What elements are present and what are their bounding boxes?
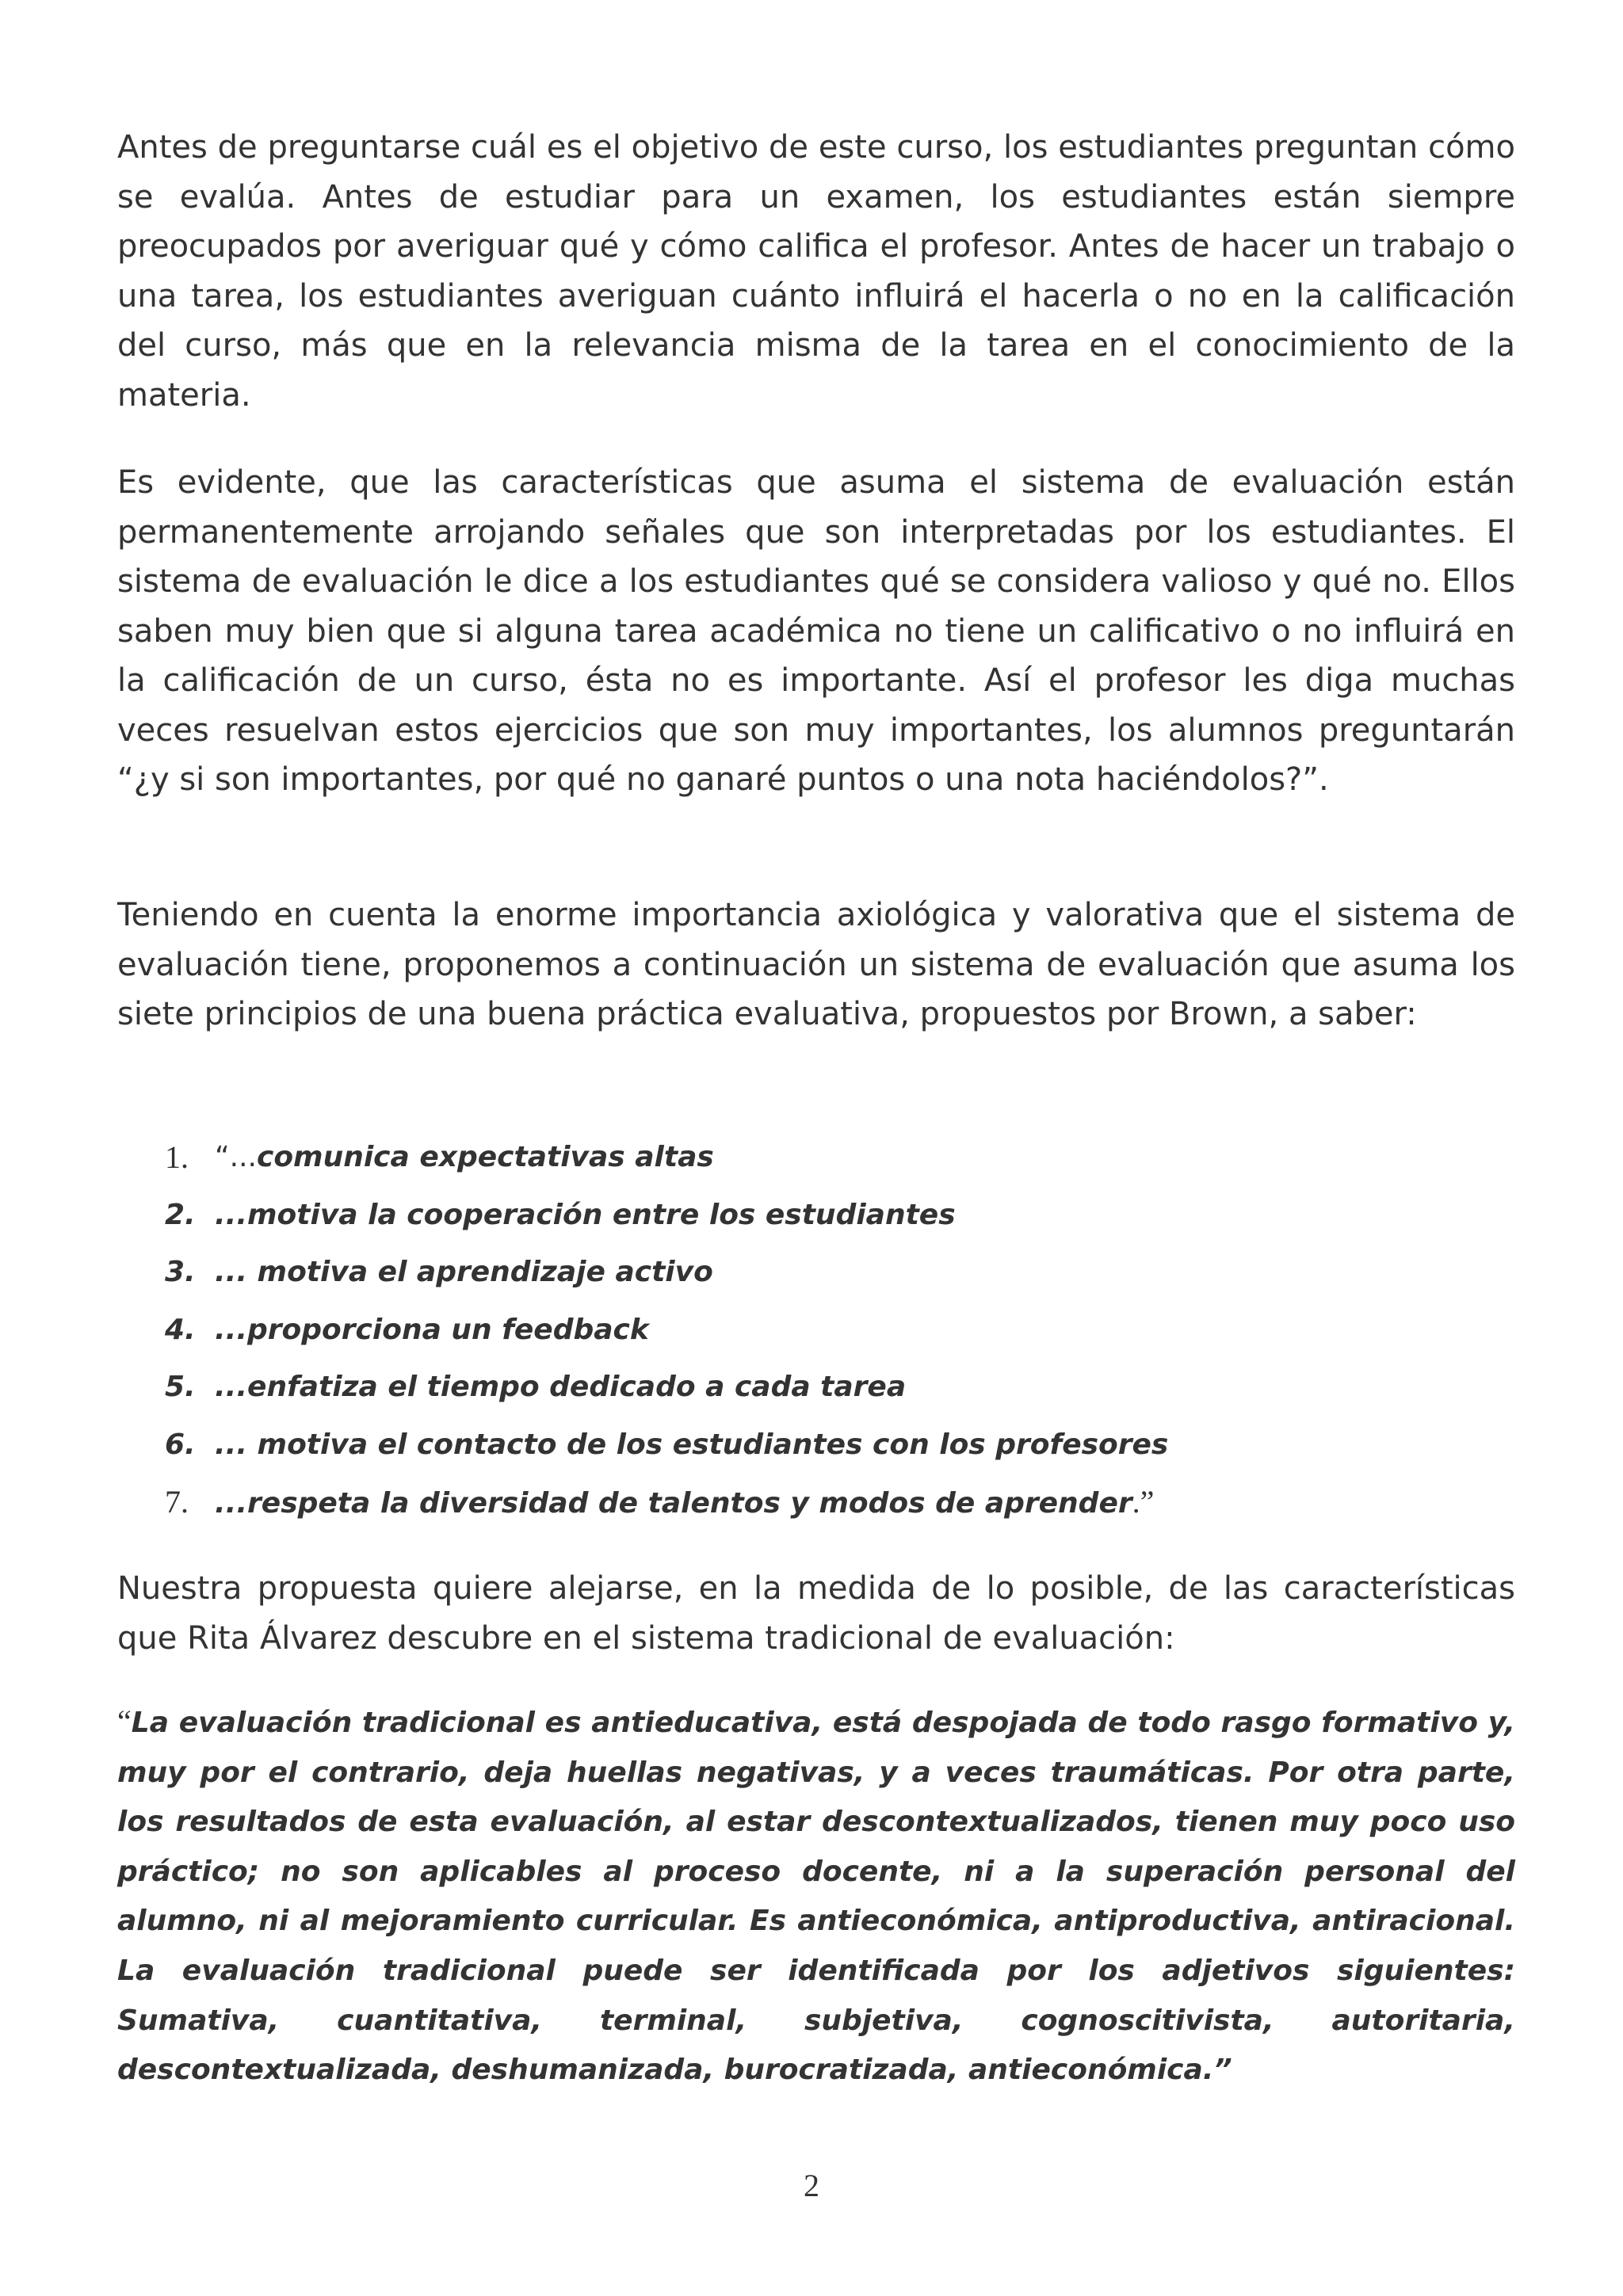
list-item xyxy=(117,1474,1515,1531)
list-item-label: ... motiva el contacto de los estudiantes con los profesores xyxy=(215,1428,1169,1461)
list-item-number: 2. xyxy=(165,1198,196,1231)
list-item-label: ...proporciona un feedback xyxy=(215,1313,649,1346)
principles-list xyxy=(117,1129,1515,1531)
list-item-label: ...respeta la diversidad de talentos y modos de aprender xyxy=(215,1487,1132,1520)
paragraph-proposal-intro: Nuestra propuesta quiere alejarse, en la medida de lo posible, de las características que Rita Álvarez descubre en el sistema tradicional de evaluación: xyxy=(117,1570,1515,1657)
list-item xyxy=(117,1129,1515,1187)
quote-text: La evaluación tradicional es antieducativa, está despojada de todo rasgo formativo y, muy por el contrario, deja huellas negativas, y a veces traumáticas. Por otra parte, los resultados de esta evaluación, al estar descontextualizados, tienen muy poco uso práctico; no son aplicables al proceso docente, ni a la superación personal del alumno, ni al mejoramiento curricular. Es antieconómica, antiproductiva, antiracional. La evaluación tradicional puede ser identificada por los adjetivos siguientes: Sumativa, cuantitativa, terminal, subjetiva, cognoscitivista, autoritaria, descontextualizada, deshumanizada, burocratizada, antieconómica.” xyxy=(117,1707,1515,2087)
opening-quote-mark: “... xyxy=(215,1141,257,1173)
list-item-number: 6. xyxy=(165,1428,196,1461)
list-item-label: comunica expectativas altas xyxy=(256,1141,714,1173)
page-number: 2 xyxy=(804,2168,819,2203)
list-item xyxy=(117,1302,1515,1360)
list-item-label: ...motiva la cooperación entre los estudiantes xyxy=(215,1198,956,1231)
list-item xyxy=(117,1244,1515,1302)
list-item xyxy=(117,1187,1515,1245)
paragraph-evaluation-signals: Es evidente, que las características que asuma el sistema de evaluación están permanentemente arrojando señales que son interpretadas por los estudiantes. El sistema de evaluación le dice a los estudiantes qué se considera valioso y qué no. Ellos saben muy bien que si alguna tarea académica no tiene un calificativo o no influirá en la calificación de un curso, ésta no es importante. Así el profesor les diga muchas veces resuelvan estos ejercicios que son muy importantes, los alumnos preguntarán “¿y si son importantes, por qué no ganaré puntos o una nota haciéndolos?”. xyxy=(117,464,1515,798)
opening-quote-mark: “ xyxy=(117,1703,132,1739)
list-item-number: 1. xyxy=(165,1139,189,1175)
list-item-number: 5. xyxy=(165,1371,196,1403)
list-item-number: 7. xyxy=(165,1484,189,1520)
block-quote-traditional-evaluation xyxy=(117,1697,1515,2096)
paragraph-seven-principles-intro: Teniendo en cuenta la enorme importancia axiológica y valorativa que el sistema de evaluación tiene, proponemos a continuación un sistema de evaluación que asuma los siete principios de una buena práctica evaluativa, propuestos por Brown, a saber: xyxy=(117,897,1515,1032)
list-item-label: ... motiva el aprendizaje activo xyxy=(215,1256,713,1288)
list-item-number: 4. xyxy=(165,1313,196,1346)
closing-quote-mark: .” xyxy=(1132,1484,1155,1520)
list-item-label: ...enfatiza el tiempo dedicado a cada tarea xyxy=(215,1371,907,1403)
list-item xyxy=(117,1417,1515,1474)
list-item-text xyxy=(215,1129,714,1187)
list-item xyxy=(117,1359,1515,1417)
paragraph-student-evaluation-concerns: Antes de preguntarse cuál es el objetivo de este curso, los estudiantes preguntan cómo se evalúa. Antes de estudiar para un examen, los estudiantes están siempre preocupados por averiguar qué y cómo califica el profesor. Antes de hacer un trabajo o una tarea, los estudiantes averiguan cuánto influirá el hacerla o no en la calificación del curso, más que en la relevancia misma de la tarea en el conocimiento de la materia. xyxy=(117,129,1515,414)
list-item-text xyxy=(215,1474,1154,1533)
list-item-number: 3. xyxy=(165,1256,196,1288)
